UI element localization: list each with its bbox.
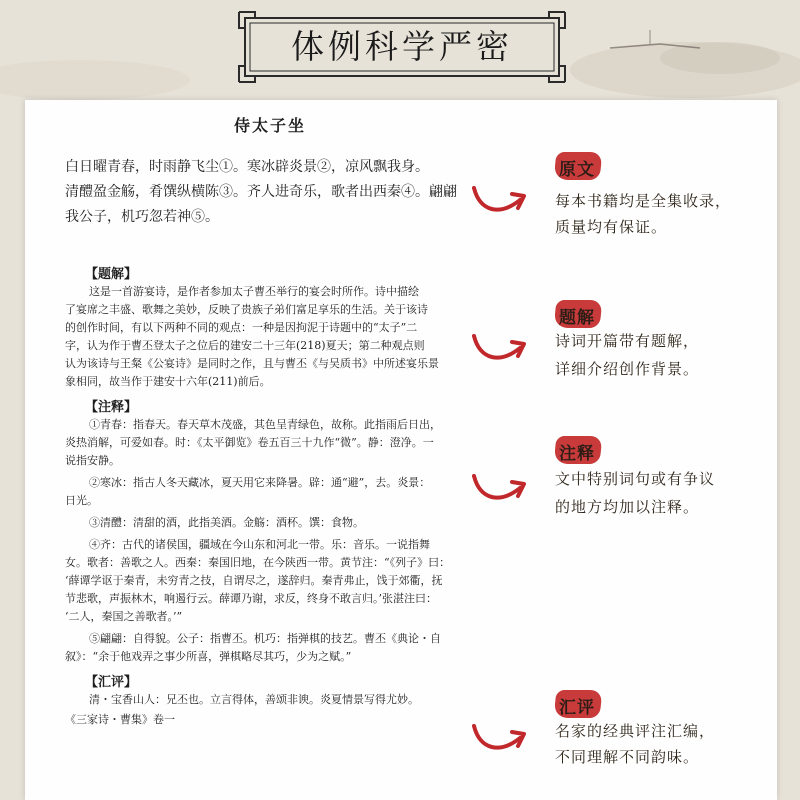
side-note-line: 的地方均加以注释。: [555, 498, 700, 516]
side-note-label: 原文: [555, 152, 615, 180]
poem-line: 清醴盈金觞，肴馔纵横陈③。齐人进奇乐，歌者出西秦④。翩翩: [65, 184, 457, 200]
side-note-huiping: [555, 690, 775, 780]
banner-title: 体例科学严密: [291, 27, 513, 66]
side-note-line: 质量均有保证。: [555, 218, 668, 236]
title-banner: [237, 10, 567, 84]
red-arrow-icon: [470, 720, 528, 760]
zhushi-line: 炎热消解，可爱如春。时：《太平御览》卷五百三十九作“微”。静：澄净。一: [65, 436, 434, 449]
side-note-label: 注释: [555, 436, 615, 464]
side-note-line: 每本书籍均是全集收录，: [555, 192, 732, 210]
side-note-line: 不同理解不同韵味。: [555, 748, 700, 766]
zhushi-line: ④齐：古代的诸侯国，疆域在今山东和河北一带。乐：音乐。一说指舞: [89, 538, 430, 551]
zhushi-line: ②寒冰：指古人冬天藏冰，夏天用它来降暑。辟：通“避”，去。炎景：: [89, 476, 431, 489]
tijie-line: 了宴席之丰盛、歌舞之美妙，反映了贵族子弟们富足享乐的生活。关于该诗: [65, 303, 428, 316]
poem-line: 我公子，机巧忽若神⑤。: [65, 209, 219, 225]
side-note-tijie: [555, 300, 775, 390]
zhushi-line: 日光。: [65, 494, 98, 507]
red-arrow-icon: [470, 182, 528, 222]
side-note-line: 名家的经典评注汇编，: [555, 722, 716, 740]
poem-title: 侍太子坐: [233, 116, 306, 135]
huiping-heading: 【汇评】: [85, 675, 138, 690]
side-note-line: 详细介绍创作背景。: [555, 360, 700, 378]
side-note-line: 文中特别词句或有争议: [555, 470, 716, 488]
zhushi-heading: 【注释】: [85, 400, 138, 415]
zhushi-line: ⑤翩翩：自得貌。公子：指曹丕。机巧：指弹棋的技艺。曹丕《典论・自: [89, 632, 441, 645]
huiping-line: 《三家诗・曹集》卷一: [65, 713, 175, 726]
huiping-line: 清・宝香山人：兄丕也。立言得体，善颂非谀。炎夏情景写得尤妙。: [89, 693, 419, 706]
zhushi-line: ③清醴：清甜的酒，此指美酒。金觞：酒杯。馔：食物。: [89, 516, 364, 529]
tijie-line: 认为该诗与王粲《公宴诗》是同时之作，且与曹丕《与吴质书》中所述宴乐景: [65, 357, 439, 370]
side-note-yuanwen: [555, 152, 775, 242]
tijie-line: 这是一首游宴诗，是作者参加太子曹丕举行的宴会时所作。诗中描绘: [89, 285, 419, 298]
side-note-line: 诗词开篇带有题解，: [555, 332, 700, 350]
side-note-label: 汇评: [555, 690, 615, 718]
red-arrow-icon: [470, 330, 528, 370]
zhushi-line: ‘薛谭学讴于秦青，未穷青之技，自谓尽之，遂辞归。秦青弗止，饯于郊衢，抚: [65, 574, 443, 587]
tijie-heading: 【题解】: [85, 267, 138, 282]
tijie-line: 字，认为作于曹丕登太子之位后的建安二十三年(218)夏天；第二种观点则: [65, 339, 425, 352]
zhushi-line: ①青春：指春天。春天草木茂盛，其色呈青绿色，故称。此指雨后日出，: [89, 418, 441, 431]
tijie-line: 象相同，故当作于建安十六年(211)前后。: [65, 375, 271, 388]
side-note-label: 题解: [555, 300, 615, 328]
side-note-zhushi: [555, 436, 775, 526]
zhushi-line: ‘二人，秦国之善歌者。’”: [65, 610, 183, 623]
zhushi-line: 女。歌者：善歌之人。西秦：秦国旧地，在今陕西一带。黄节注：“《列子》曰：: [65, 556, 451, 569]
poem-line: 白日曜青春，时雨静飞尘①。寒冰辟炎景②，凉风飘我身。: [65, 159, 429, 175]
red-arrow-icon: [470, 470, 528, 510]
zhushi-line: 说指安静。: [65, 454, 120, 467]
tijie-line: 的创作时间，有以下两种不同的观点：一种是因拘泥于诗题中的“太子”二: [65, 321, 418, 334]
zhushi-line: 节悲歌，声振林木，响遏行云。薛谭乃谢，求反，终身不敢言归。’张湛注曰：: [65, 592, 437, 605]
zhushi-line: 叙》：“余于他戏弄之事少所喜，弹棋略尽其巧，少为之赋。”: [65, 650, 352, 663]
